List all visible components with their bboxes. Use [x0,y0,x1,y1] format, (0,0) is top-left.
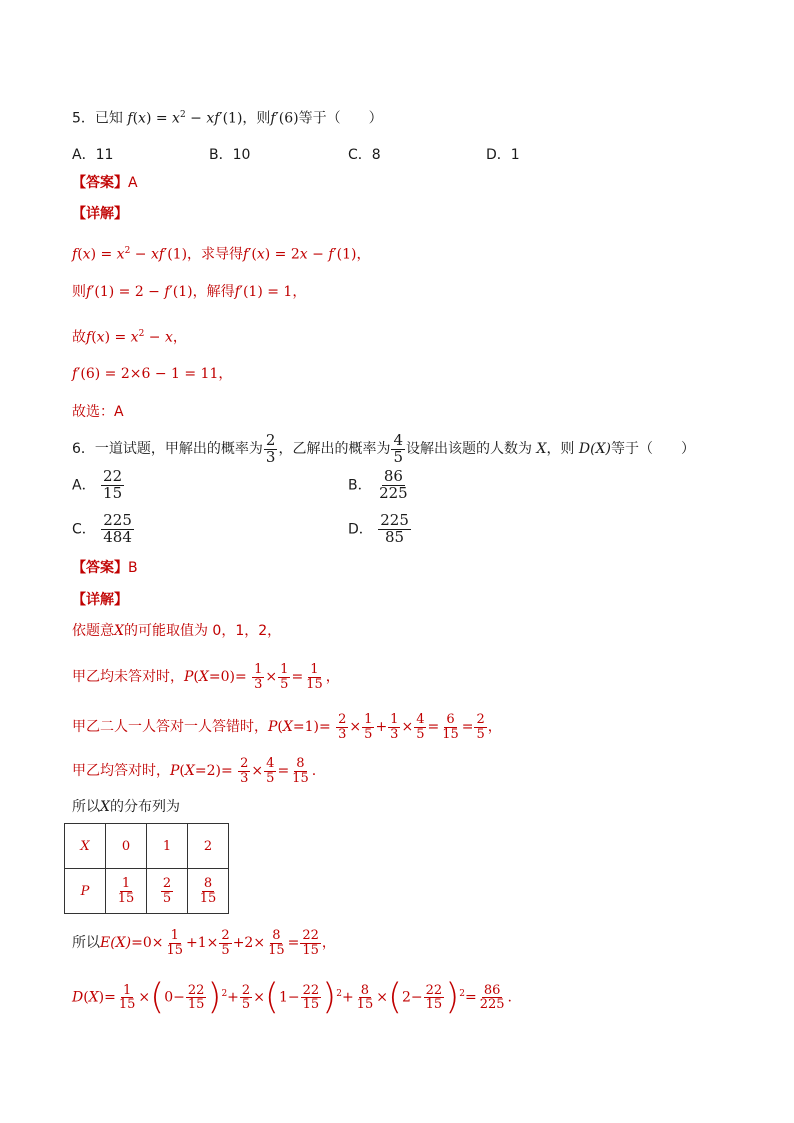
q5-stem: 5．已知 $f(x) = x^2 - xf'(1)$，则f′(6)等于（ ） [72,110,383,127]
q5-detail-line1: $f(x) = x^2 - xf'(1)$，求导得f′(x) = 2x − f′(1)， [72,246,371,263]
q5-detail-line2: 则f′(1) = 2 − f′(1)，解得f′(1) = 1， [72,284,307,300]
table-header-cell: 0 [106,824,147,869]
q6-option-b[interactable]: B． $\frac{86}{225}$ [348,467,408,502]
q5-detail-tag: 【详解】 [72,206,128,222]
distribution-table [64,823,229,914]
q6-detail-line1: 依题意X的可能取值为 0，1，2， [72,623,282,639]
q6-detail-line4: 甲乙均答对时，P(X=2)= $\frac{2}{3}$ × $\frac{4}{5}$ = $\frac{8}{15}$ . [72,755,317,786]
table-cell: $\frac{8}{15}$ [188,869,229,914]
q5-option-c[interactable]: C．8 [348,147,381,163]
q6-option-c[interactable]: C． $\frac{225}{484}$ [72,511,132,546]
q5-answer: 【答案】A [72,175,138,191]
q6-detail-line5: 所以X的分布列为 [72,799,180,815]
q5-option-a[interactable]: A．11 [72,147,114,163]
q5-option-b[interactable]: B．10 [209,147,251,163]
q5-function-expr: f [127,110,133,127]
table-header-cell: 1 [147,824,188,869]
q6-expectation: 所以E(X)=0× $\frac{1}{15}$ +1× $\frac{2}{5}$ +2× $\frac{8}{15}$ = $\frac{22}{15}$ ， [72,927,336,958]
table-row-label: P [65,869,106,914]
q6-variance: D(X)= $\frac{1}{15}$ ×(0− $\frac{22}{15}$ )$^2$+ $\frac{2}{5}$ ×(1− $\frac{22}{15}$ )$^2$+ $\frac{8}{15}$ ×(2− $\frac{22}{15}$ )$^2$= $\frac{86}{225}$ . [72,976,512,1018]
q6-answer: 【答案】B [72,560,138,576]
q6-option-d[interactable]: D． $\frac{225}{85}$ [348,511,409,546]
q5-option-d[interactable]: D．1 [486,147,520,163]
q6-option-a[interactable]: A． $\frac{22}{15}$ [72,467,123,502]
table-cell: $\frac{1}{15}$ [106,869,147,914]
table-header-cell: 2 [188,824,229,869]
table-row [65,824,229,869]
q5-detail-line4: f′(6) = 2×6 − 1 = 11， [72,366,233,382]
q6-stem: 6．一道试题，甲解出的概率为 $\frac{2}{3}$ ，乙解出的概率为 $\frac{4}{5}$ 设解出该题的人数为 X，则 D(X)等于（ ） [72,430,696,466]
q5-detail-line3: 故$f(x) = x^2 - x$， [72,329,187,346]
q6-detail-line2: 甲乙均未答对时，P(X=0)= $\frac{1}{3}$ × $\frac{1}{5}$ = $\frac{1}{15}$ ， [72,661,340,692]
q6-detail-line3: 甲乙二人一人答对一人答错时，P(X=1)= $\frac{2}{3}$ × $\frac{1}{5}$ + $\frac{1}{3}$ × $\frac{4}{5}$ = $\frac{6}{15}$ = $\frac{2}{5}$ ， [72,711,502,742]
table-cell: $\frac{2}{5}$ [147,869,188,914]
q6-detail-tag: 【详解】 [72,592,128,608]
q5-choose: 故选：A [72,404,124,420]
table-header-cell: X [65,824,106,869]
table-row [65,869,229,914]
